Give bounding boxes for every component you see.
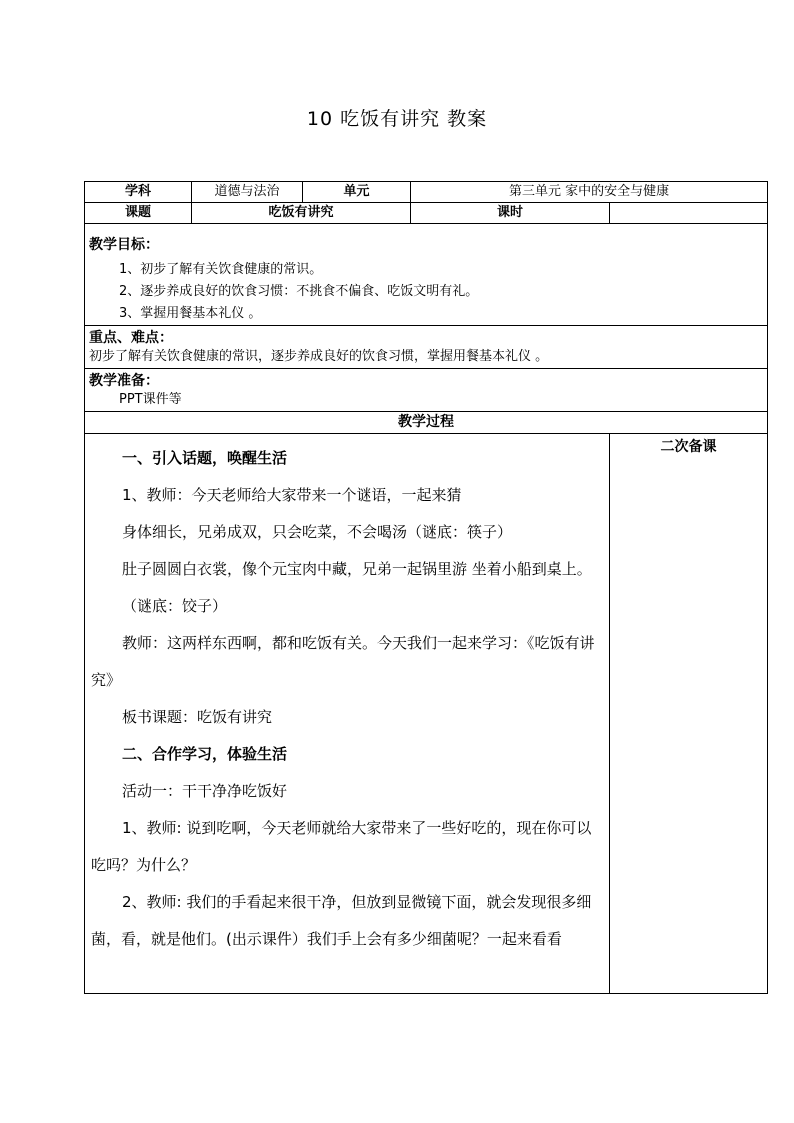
period-label: 课时 (411, 203, 610, 224)
process-heading-row (85, 412, 768, 434)
process-paragraph: 一、引入话题，唤醒生活 (122, 449, 288, 467)
document-title: 10 吃饭有讲究 教案 (306, 108, 488, 130)
subject-label: 学科 (85, 182, 192, 203)
process-paragraph: 2、教师: 我们的手看起来很干净，但放到显微镜下面，就会发现很多细菌，看，就是他们。(出示课件）我们手上会有多少细菌呢？一起来看看 (91, 893, 592, 948)
process-paragraph: 二、合作学习，体验生活 (122, 745, 288, 763)
objective-item: 1、初步了解有关饮食健康的常识。 (119, 262, 323, 277)
objectives-heading: 教学目标： (89, 237, 159, 253)
process-paragraph: 肚子圆圆白衣裳，像个元宝肉中藏，兄弟一起锅里游 坐着小船到桌上。 (122, 560, 592, 578)
objective-item: 2、逐步养成良好的饮食习惯：不挑食不偏食、吃饭文明有礼。 (119, 284, 479, 299)
unit-label: 单元 (303, 182, 411, 203)
process-paragraph: 1、教师：今天老师给大家带来一个谜语，一起来猜 (122, 486, 462, 504)
period-value (610, 203, 768, 224)
header-row-subject (85, 182, 768, 203)
key-points-heading: 重点、难点： (89, 330, 173, 346)
objective-item: 3、掌握用餐基本礼仪 。 (119, 306, 262, 321)
topic-value: 吃饭有讲究 (192, 203, 411, 224)
key-points-row (85, 326, 768, 369)
process-paragraph: 1、教师: 说到吃啊，今天老师就给大家带来了一些好吃的，现在你可以吃吗？为什么？ (91, 819, 592, 874)
process-paragraph: 身体细长，兄弟成双，只会吃菜，不会喝汤（谜底：筷子） (122, 523, 513, 541)
process-heading: 教学过程 (85, 412, 768, 434)
header-row-topic (85, 203, 768, 224)
objectives-row (85, 224, 768, 326)
process-body-row (85, 434, 768, 994)
process-paragraph: 教师：这两样东西啊，都和吃饭有关。今天我们一起来学习：《吃饭有讲究》 (91, 634, 595, 689)
process-paragraph: 板书课题：吃饭有讲究 (122, 708, 273, 726)
subject-value: 道德与法治 (192, 182, 303, 203)
preparation-text: PPT课件等 (119, 392, 182, 407)
preparation-heading: 教学准备： (89, 373, 159, 389)
process-paragraph: 活动一：干干净净吃饭好 (122, 782, 288, 800)
topic-label: 课题 (85, 203, 192, 224)
lesson-plan-table (84, 181, 768, 994)
unit-value: 第三单元 家中的安全与健康 (411, 182, 768, 203)
second-preparation-heading: 二次备课 (610, 434, 768, 994)
key-points-text: 初步了解有关饮食健康的常识，逐步养成良好的饮食习惯，掌握用餐基本礼仪 。 (89, 349, 549, 364)
process-paragraph: （谜底：饺子） (122, 597, 228, 615)
preparation-row (85, 369, 768, 412)
process-content (85, 434, 610, 994)
